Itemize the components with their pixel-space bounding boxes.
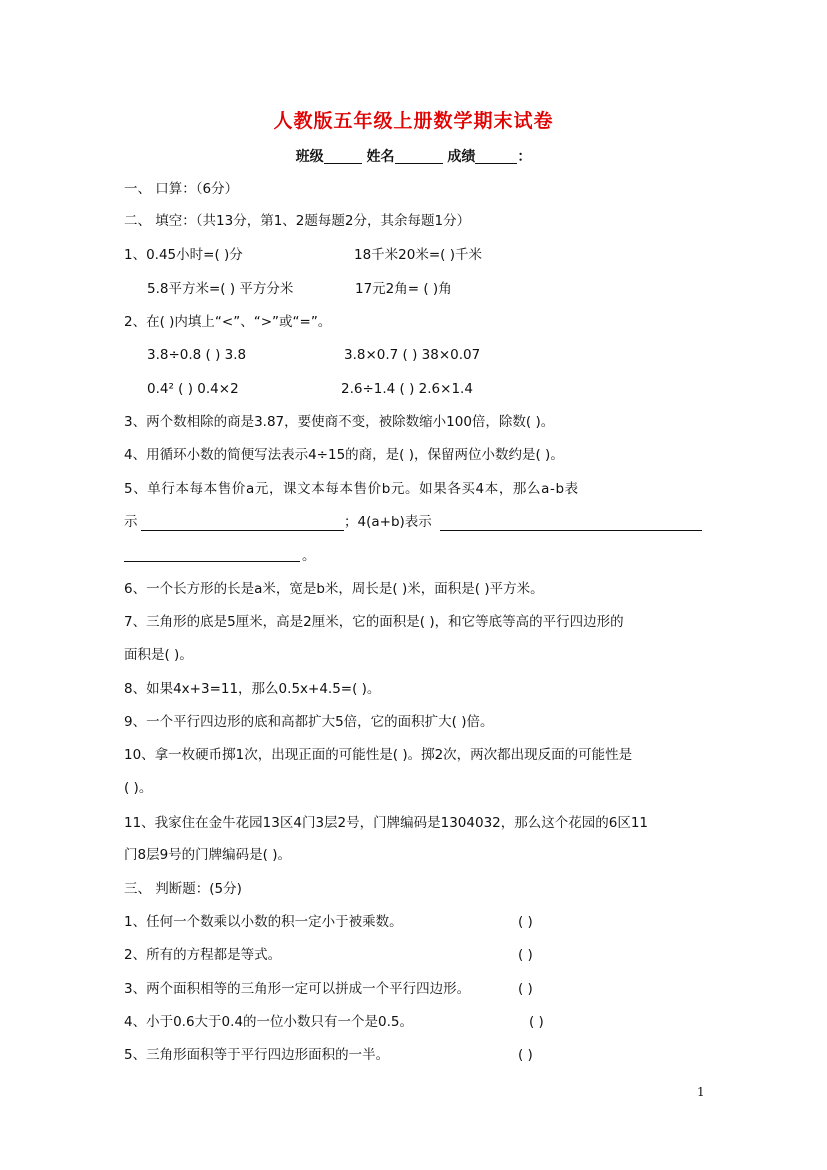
page-title: 人教版五年级上册数学期末试卷 [273, 110, 554, 132]
name-label: 姓名 [366, 149, 395, 165]
question-10b: ( )。 [124, 780, 153, 796]
question-8: 8、如果4x+3=11，那么0.5x+4.5=( )。 [124, 681, 381, 697]
question-7b: 面积是( )。 [124, 647, 193, 663]
section-2-heading: 二、 填空：（共13分，第1、2题每题2分，其余每题1分） [124, 213, 471, 229]
question-9: 9、一个平行四边形的底和高都扩大5倍，它的面积扩大( )倍。 [124, 714, 494, 730]
question-5b-middle: ；4(a+b)表示 [344, 514, 432, 530]
judge-5: 5、三角形面积等于平行四边形面积的一半。 [124, 1047, 390, 1063]
judge-2-answer[interactable]: ( ) [518, 947, 533, 963]
class-label: 班级 [295, 149, 324, 165]
info-colon: ： [517, 149, 532, 165]
question-5a: 5、单行本每本售价a元，课文本每本售价b元。如果各买4本，那么a-b表 [124, 481, 579, 497]
judge-2: 2、所有的方程都是等式。 [124, 947, 282, 963]
question-6: 6、一个长方形的长是a米，宽是b米，周长是( )米，面积是( )平方米。 [124, 581, 544, 597]
score-blank[interactable] [475, 149, 517, 164]
student-info-line [0, 146, 827, 166]
question-2b: 3.8×0.7 ( ) 38×0.07 [344, 347, 481, 363]
question-1b: 18千米20米=( )千米 [354, 247, 482, 263]
answer-line-5b[interactable] [440, 530, 702, 531]
question-2a: 3.8÷0.8 ( ) 3.8 [147, 347, 247, 363]
question-11b: 门8层9号的门牌编码是( )。 [124, 847, 292, 863]
judge-1: 1、任何一个数乘以小数的积一定小于被乘数。 [124, 914, 403, 930]
question-3: 3、两个数相除的商是3.87，要使商不变，被除数缩小100倍，除数( )。 [124, 414, 555, 430]
question-1c: 5.8平方米=( ) 平方分米 [147, 281, 294, 297]
question-11a: 11、我家住在金牛花园13区4门3层2号，门牌编码是1304032，那么这个花园的6区11 [124, 815, 649, 831]
question-5b-prefix: 示 [124, 514, 138, 530]
question-10a: 10、拿一枚硬币掷1次，出现正面的可能性是( )。掷2次，两次都出现反面的可能性是 [124, 747, 633, 763]
page-number: 1 [697, 1085, 705, 1099]
section-1-heading: 一、 口算：（6分） [124, 181, 239, 197]
question-2c: 0.4² ( ) 0.4×2 [147, 381, 239, 397]
question-7a: 7、三角形的底是5厘米，高是2厘米，它的面积是( )，和它等底等高的平行四边形的 [124, 614, 624, 630]
question-5c-end: 。 [302, 548, 316, 564]
question-2d: 2.6÷1.4 ( ) 2.6×1.4 [341, 381, 473, 397]
judge-4-answer[interactable]: ( ) [529, 1014, 544, 1030]
question-1d: 17元2角= ( )角 [355, 281, 452, 297]
score-label: 成绩 [447, 149, 476, 165]
class-blank[interactable] [324, 149, 362, 164]
judge-4: 4、小于0.6大于0.4的一位小数只有一个是0.5。 [124, 1014, 413, 1030]
judge-5-answer[interactable]: ( ) [518, 1047, 533, 1063]
question-4: 4、用循环小数的简便写法表示4÷15的商，是( )，保留两位小数约是( )。 [124, 447, 564, 463]
judge-3: 3、两个面积相等的三角形一定可以拼成一个平行四边形。 [124, 981, 471, 997]
answer-line-5c[interactable] [124, 561, 300, 562]
answer-line-5a[interactable] [141, 530, 344, 531]
name-blank[interactable] [395, 149, 443, 164]
section-3-heading: 三、 判断题：(5分) [124, 881, 242, 897]
question-2: 2、在( )内填上“<”、“>”或“=”。 [124, 314, 332, 330]
judge-1-answer[interactable]: ( ) [518, 914, 533, 930]
judge-3-answer[interactable]: ( ) [518, 981, 533, 997]
question-1a: 1、0.45小时=( )分 [124, 247, 243, 263]
